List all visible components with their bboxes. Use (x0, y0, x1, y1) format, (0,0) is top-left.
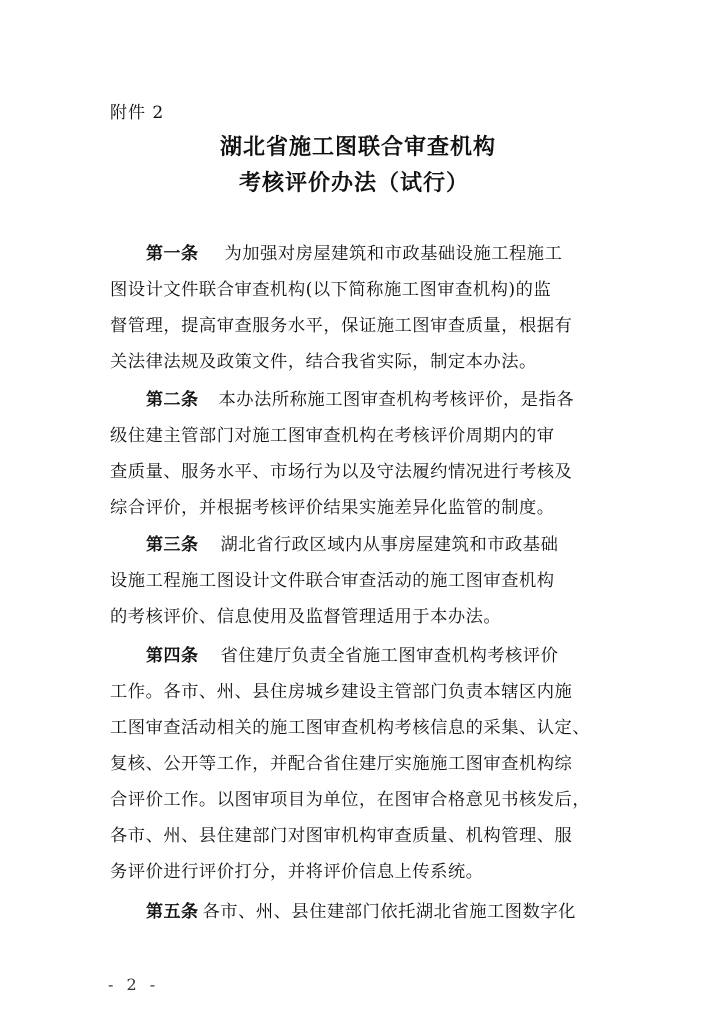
article-line: 复核、公开等工作，并配合省住建厅实施施工图审查机构综 (110, 754, 573, 774)
attachment-label: 附件 2 (110, 103, 165, 123)
article-line: 合评价工作。以图审项目为单位，在图审合格意见书核发后， (110, 790, 591, 810)
article-line: 工作。各市、州、县住房城乡建设主管部门负责本辖区内施 (110, 682, 573, 702)
article-heading: 第四条 (146, 646, 199, 666)
article-line: 督管理，提高审查服务水平，保证施工图审查质量，根据有 (110, 316, 573, 336)
article-line: 图设计文件联合审查机构(以下简称施工图审查机构)的监 (110, 280, 552, 300)
article-line: 查质量、服务水平、市场行为以及守法履约情况进行考核及 (110, 462, 573, 482)
article-line: 第四条 省住建厅负责全省施工图审查机构考核评价 (146, 646, 559, 666)
article-heading: 第一条 (146, 244, 199, 264)
article-line: 第三条 湖北省行政区域内从事房屋建筑和市政基础 (146, 535, 559, 555)
article-heading: 第五条 (146, 902, 199, 922)
article-line: 设施工程施工图设计文件联合审查活动的施工图审查机构 (110, 571, 555, 591)
article-heading: 第二条 (146, 390, 199, 410)
article-line: 第二条 本办法所称施工图审查机构考核评价，是指各 (146, 390, 575, 410)
article-line: 务评价进行评价打分，并将评价信息上传系统。 (110, 862, 484, 882)
article-line: 第一条 为加强对房屋建筑和市政基础设施工程施工 (146, 244, 563, 264)
article-line: 综合评价，并根据考核评价结果实施差异化监管的制度。 (110, 498, 555, 518)
article-line: 第五条 各市、州、县住建部门依托湖北省施工图数字化 (146, 902, 576, 922)
article-line: 关法律法规及政策文件，结合我省实际，制定本办法。 (110, 352, 537, 372)
document-title-line-2: 考核评价办法（试行） (238, 170, 469, 196)
article-line: 级住建主管部门对施工图审查机构在考核评价周期内的审 (110, 426, 555, 446)
article-line: 的考核评价、信息使用及监督管理适用于本办法。 (110, 607, 502, 627)
article-heading: 第三条 (146, 535, 199, 555)
document-title-line-1: 湖北省施工图联合审查机构 (219, 134, 496, 160)
page-number: - 2 - (108, 975, 160, 994)
article-line: 各市、州、县住建部门对图审机构审查质量、机构管理、服 (110, 826, 573, 846)
article-line: 工图审查活动相关的施工图审查机构考核信息的采集、认定、 (110, 718, 591, 738)
